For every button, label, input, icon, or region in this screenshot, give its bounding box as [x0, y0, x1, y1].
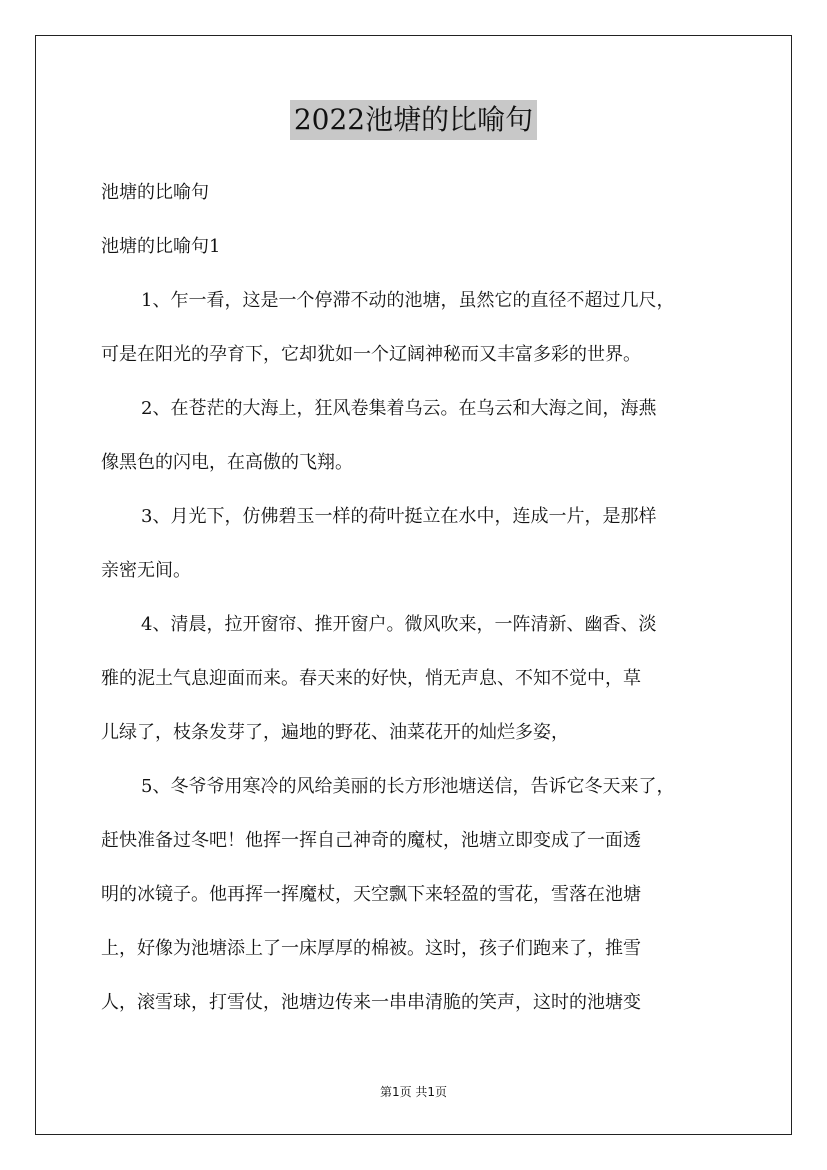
page-number: 第1页 共1页: [379, 1085, 448, 1099]
paragraph-line: 雅的泥土气息迎面而来。春天来的好快，悄无声息、不知不觉中，草: [101, 668, 641, 689]
paragraph-line: 赶快准备过冬吧！他挥一挥自己神奇的魔杖，池塘立即变成了一面透: [101, 830, 641, 851]
document-body: [101, 166, 727, 1030]
section-heading: 池塘的比喻句1: [101, 236, 221, 257]
subtitle-line: 池塘的比喻句: [101, 182, 209, 203]
document-title: 2022池塘的比喻句: [290, 100, 537, 140]
paragraph-line: 3、月光下，仿佛碧玉一样的荷叶挺立在水中，连成一片，是那样: [141, 506, 657, 527]
paragraph-line: 可是在阳光的孕育下，它却犹如一个辽阔神秘而又丰富多彩的世界。: [101, 344, 641, 365]
paragraph-line: 儿绿了，枝条发芽了，遍地的野花、油菜花开的灿烂多姿，: [101, 722, 569, 743]
paragraph-line: 人，滚雪球，打雪仗，池塘边传来一串串清脆的笑声，这时的池塘变: [101, 992, 641, 1013]
paragraph-line: 像黑色的闪电，在高傲的飞翔。: [101, 452, 353, 473]
paragraph-line: 1、乍一看，这是一个停滞不动的池塘，虽然它的直径不超过几尺，: [141, 290, 675, 311]
page-footer: [0, 1084, 827, 1100]
paragraph-line: 2、在苍茫的大海上，狂风卷集着乌云。在乌云和大海之间，海燕: [141, 398, 657, 419]
paragraph-line: 亲密无间。: [101, 560, 191, 581]
paragraph-line: 4、清晨，拉开窗帘、推开窗户。微风吹来，一阵清新、幽香、淡: [141, 614, 657, 635]
title-container: [0, 100, 827, 140]
paragraph-line: 上，好像为池塘添上了一床厚厚的棉被。这时，孩子们跑来了，推雪: [101, 938, 641, 959]
paragraph-line: 明的冰镜子。他再挥一挥魔杖，天空飘下来轻盈的雪花，雪落在池塘: [101, 884, 641, 905]
paragraph-line: 5、冬爷爷用寒冷的风给美丽的长方形池塘送信，告诉它冬天来了，: [141, 776, 675, 797]
